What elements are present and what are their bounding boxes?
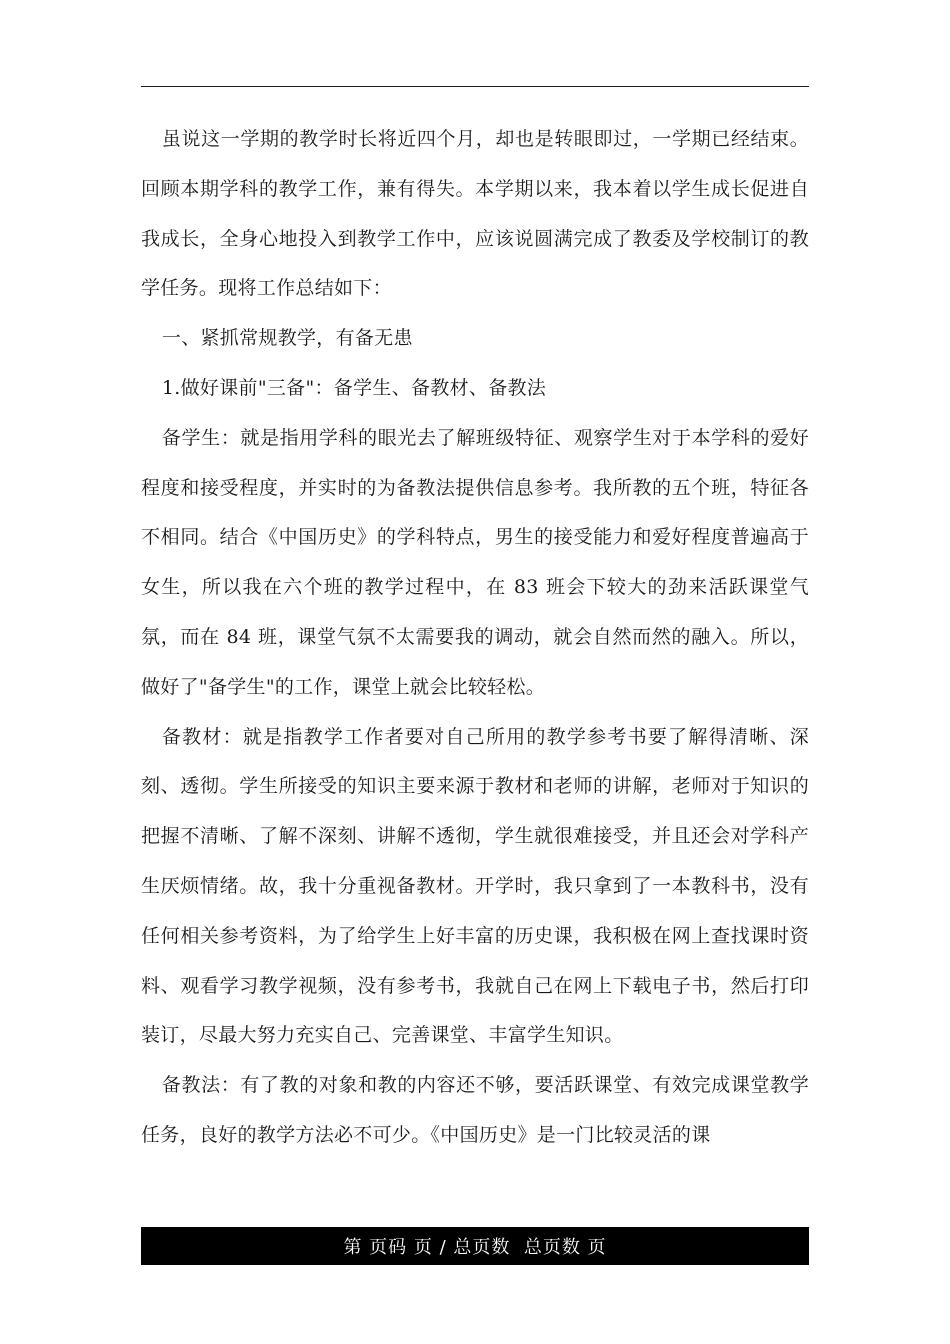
- subsection-heading: 1.做好课前"三备"：备学生、备教材、备教法: [161, 376, 547, 399]
- paragraph-prepare-materials: 备教材：就是指教学工作者要对自己所用的教学参考书要了解得清晰、深刻、透彻。学生所接受的知识主要来源于教材和老师的讲解，老师对于知识的把握不清晰、了解不深刻、讲解不透彻，学生就很难接受，并且还会对学科产生厌烦情绪。故，我十分重视备教材。开学时，我只拿到了一本教科书，没有任何相关参考资料，为了给学生上好丰富的历史课，我积极在网上查找课时资料、观看学习教学视频，没有参考书，我就自己在网上下载电子书，然后打印装订，尽最大努力充实自己、完善课堂、丰富学生知识。: [141, 725, 809, 1047]
- header-rule: [141, 86, 809, 87]
- page-footer: [141, 1227, 809, 1265]
- section-heading: 一、紧抓常规教学，有备无患: [161, 327, 413, 350]
- paragraph-prepare-methods: 备教法：有了教的对象和教的内容还不够，要活跃课堂、有效完成课堂教学任务，良好的教学方法必不可少。《中国历史》是一门比较灵活的课: [141, 1074, 809, 1146]
- document-body: [141, 115, 809, 1161]
- paragraph-intro: 虽说这一学期的教学时长将近四个月，却也是转眼即过，一学期已经结束。回顾本期学科的教学工作，兼有得失。本学期以来，我本着以学生成长促进自我成长，全身心地投入到教学工作中，应该说圆满完成了教委及学校制订的教学任务。现将工作总结如下：: [141, 128, 809, 300]
- footer-page-number: 第 页码 页 / 总页数 总页数 页: [343, 1237, 607, 1258]
- paragraph-prepare-students: 备学生：就是指用学科的眼光去了解班级特征、观察学生对于本学科的爱好程度和接受程度，并实时的为备教法提供信息参考。我所教的五个班，特征各不相同。结合《中国历史》的学科特点，男生的接受能力和爱好程度普遍高于女生，所以我在六个班的教学过程中，在 83 班会下较大的劲来活跃课堂气氛，而在 84 班，课堂气氛不太需要我的调动，就会自然而然的融入。所以，做好了"备学生"的工作，课堂上就会比较轻松。: [141, 426, 809, 698]
